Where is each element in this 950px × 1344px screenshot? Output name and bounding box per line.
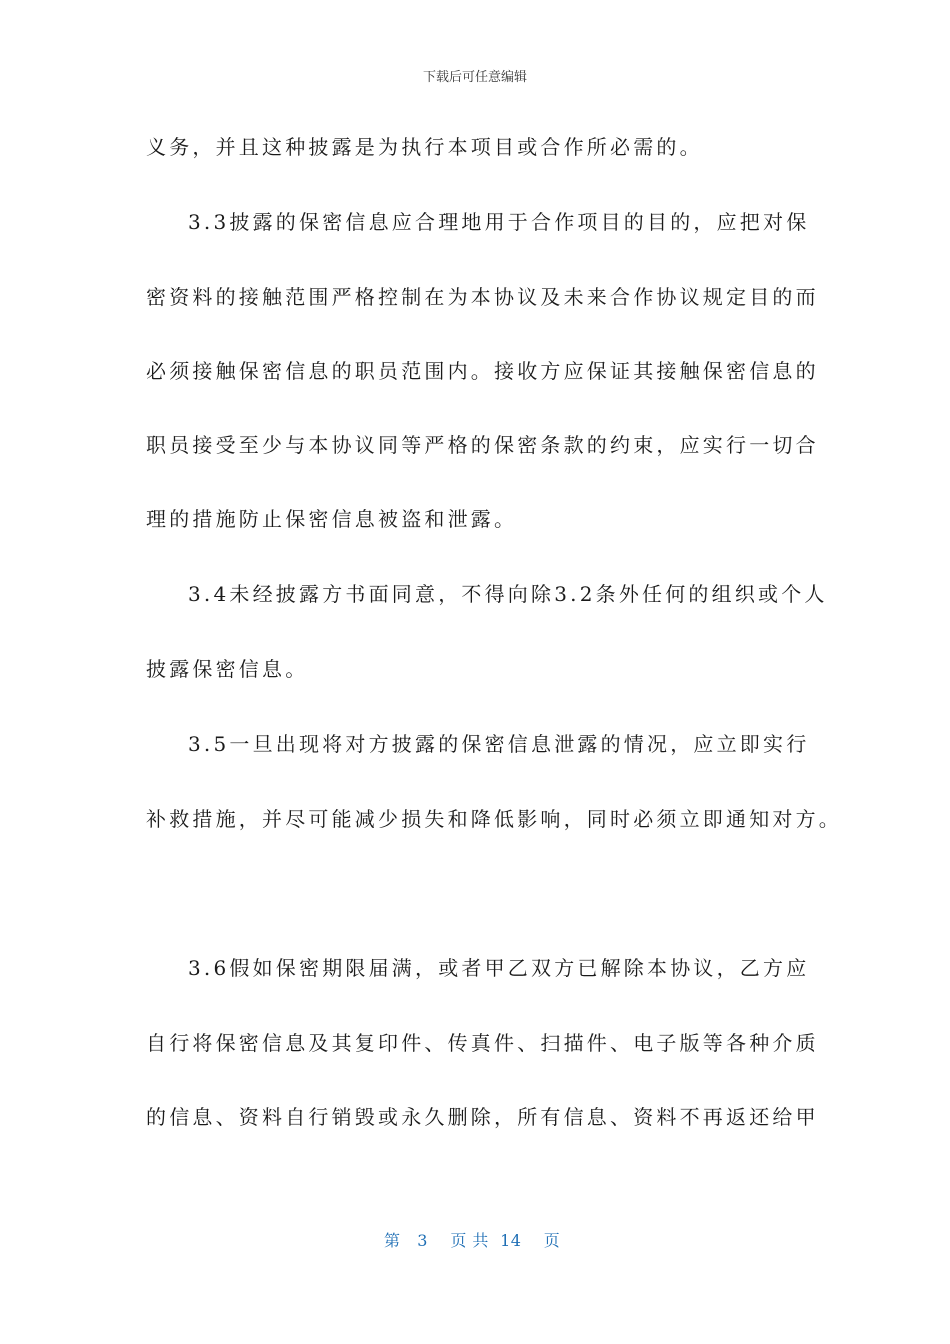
text-line: 自行将保密信息及其复印件、传真件、扫描件、电子版等各种介质: [146, 1031, 819, 1055]
text-line: 必须接触保密信息的职员范围内。接收方应保证其接触保密信息的: [146, 359, 819, 383]
text-line: 补救措施，并尽可能减少损失和降低影响，同时必须立即通知对方。: [146, 807, 842, 831]
text-line: 3.5一旦出现将对方披露的保密信息泄露的情况，应立即实行: [188, 732, 810, 756]
text-line: 3.6假如保密期限届满，或者甲乙双方已解除本协议，乙方应: [188, 956, 810, 980]
text-line: 披露保密信息。: [146, 657, 309, 681]
text-line: 的信息、资料自行销毁或永久删除，所有信息、资料不再返还给甲: [146, 1105, 819, 1129]
text-line: 义务，并且这种披露是为执行本项目或合作所必需的。: [146, 135, 703, 159]
footer-middle: 页 共: [450, 1231, 489, 1250]
text-line: 3.4未经披露方书面同意，不得向除3.2条外任何的组织或个人: [188, 582, 828, 606]
footer-total-pages: 14: [500, 1231, 522, 1250]
text-line: 3.3披露的保密信息应合理地用于合作项目的目的，应把对保: [188, 210, 810, 234]
page-footer: [384, 1228, 560, 1251]
footer-suffix: 页: [543, 1231, 561, 1250]
page-header-note: 下载后可任意编辑: [422, 70, 527, 85]
footer-prefix: 第: [384, 1231, 401, 1250]
text-line: 理的措施防止保密信息被盗和泄露。: [146, 507, 518, 531]
footer-current-page: 3: [417, 1231, 428, 1250]
text-line: 密资料的接触范围严格控制在为本协议及未来合作协议规定目的而: [146, 285, 819, 309]
text-line: 职员接受至少与本协议同等严格的保密条款的约束，应实行一切合: [146, 433, 819, 457]
